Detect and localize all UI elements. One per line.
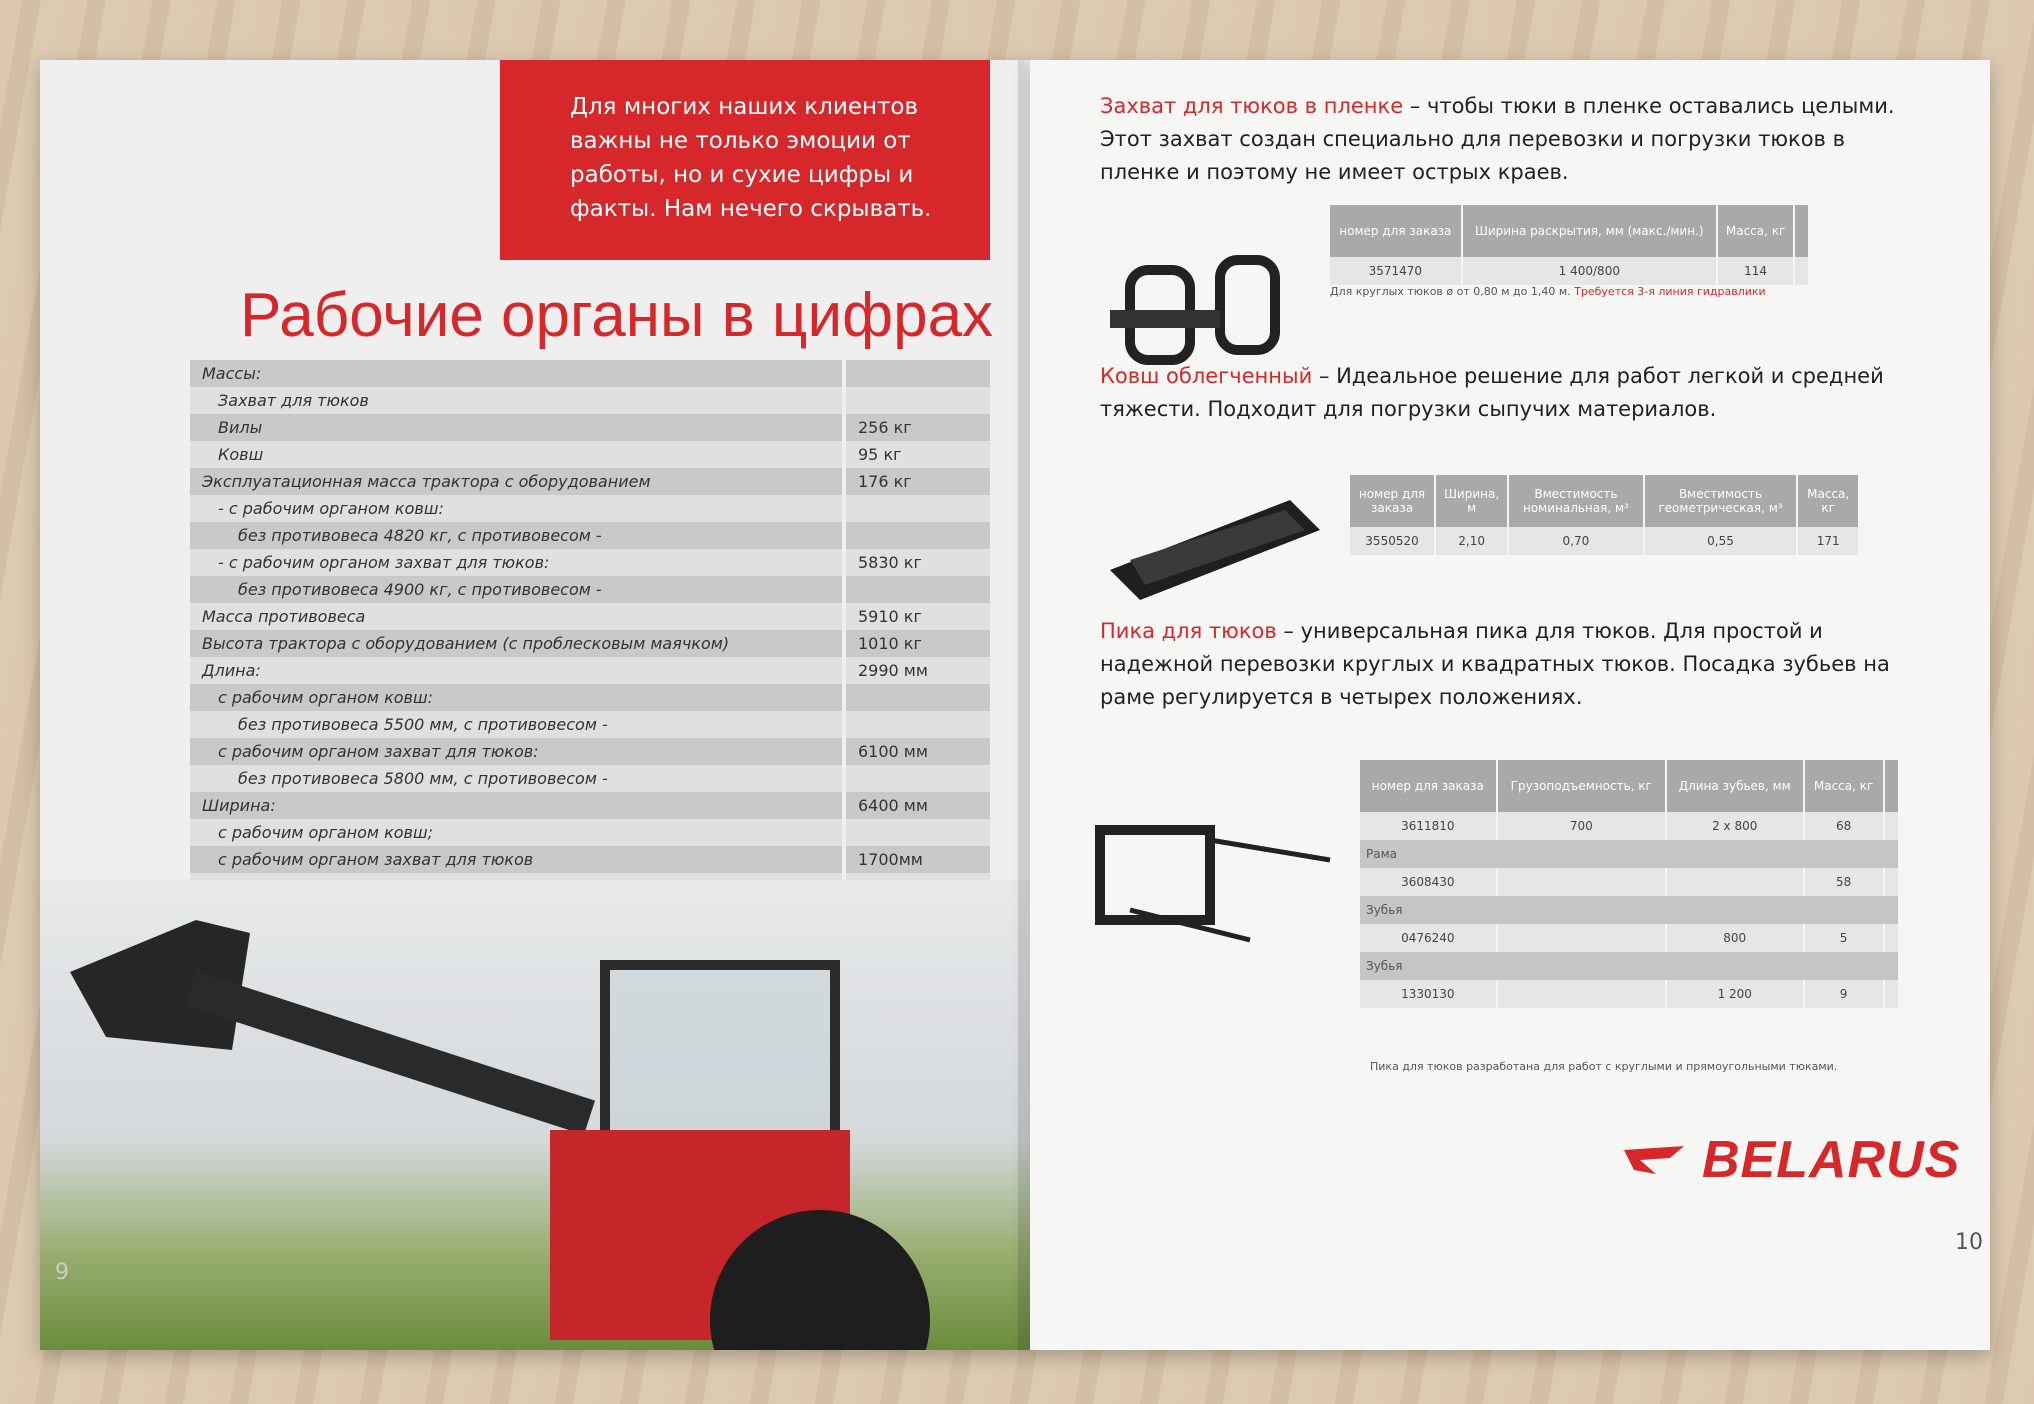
spec-value: [844, 387, 990, 414]
bale-spike-image: [1090, 800, 1340, 960]
spike-table: [1360, 760, 1900, 1008]
table-cell: [1497, 924, 1666, 952]
spec-row: [190, 441, 990, 468]
belarus-logo-icon: [1620, 1140, 1692, 1180]
table-row: [1360, 924, 1899, 952]
grab-section: [1100, 90, 1920, 189]
bucket-section: [1100, 360, 1920, 426]
spec-label: Эксплуатационная масса трактора с оборудованием: [190, 468, 844, 495]
spec-value: 5830 кг: [844, 549, 990, 576]
spec-label: - с рабочим органом ковш:: [190, 495, 844, 522]
table-cell: [1497, 868, 1666, 896]
spec-row: [190, 549, 990, 576]
spike-note: Пика для тюков разработана для работ с круглыми и прямоугольными тюками.: [1370, 1060, 1838, 1073]
right-page: [1030, 60, 1990, 1350]
table-group-label: Зубья: [1360, 952, 1899, 980]
spec-table: [190, 360, 990, 900]
table-cell: 9: [1804, 980, 1884, 1008]
table-header-cell: Вместимость номинальная, м³: [1508, 475, 1643, 527]
table-cell: [1884, 868, 1899, 896]
loader-boom: [184, 971, 595, 1135]
spec-label: с рабочим органом захват для тюков: [190, 846, 844, 873]
spike-name: Пика для тюков: [1100, 619, 1277, 643]
table-row: [1360, 868, 1899, 896]
page-title: Рабочие органы в цифрах: [240, 281, 994, 350]
spec-label: - с рабочим органом захват для тюков:: [190, 549, 844, 576]
table-cell: [1884, 924, 1899, 952]
spec-row: [190, 684, 990, 711]
spec-label: без противовеса 5800 мм, с противовесом -: [190, 765, 844, 792]
table-cell: 3550520: [1350, 527, 1435, 555]
spec-row: [190, 711, 990, 738]
spec-value: 256 кг: [844, 414, 990, 441]
table-header-cell: номер для заказа: [1350, 475, 1435, 527]
table-cell: 3608430: [1360, 868, 1497, 896]
table-header-cell: Ширина раскрытия, мм (макс./мин.): [1462, 205, 1717, 257]
table-cell: 3571470: [1330, 257, 1462, 285]
table-cell: 0,55: [1644, 527, 1798, 555]
spec-label: без противовеса 4900 кг, с противовесом -: [190, 576, 844, 603]
table-header-cell: Ширина, м: [1435, 475, 1508, 527]
spec-row: [190, 846, 990, 873]
grab-note: Для круглых тюков ø от 0,80 м до 1,40 м. Требуется 3-я линия гидравлики: [1330, 285, 1766, 298]
spec-value: 176 кг: [844, 468, 990, 495]
spec-value: 1700мм: [844, 846, 990, 873]
spec-row: [190, 495, 990, 522]
table-cell: 68: [1804, 812, 1884, 840]
page-number-left: 9: [55, 1260, 69, 1285]
spec-value: 5910 кг: [844, 603, 990, 630]
spec-label: Захват для тюков: [190, 387, 844, 414]
spec-row: [190, 738, 990, 765]
brand-logo: [1620, 1130, 1960, 1190]
spec-value: [844, 576, 990, 603]
spec-label: Высота трактора с оборудованием (с проблесковым маячком): [190, 630, 844, 657]
spec-value: [844, 495, 990, 522]
spec-row: [190, 603, 990, 630]
spec-label: Длина:: [190, 657, 844, 684]
spec-row: [190, 576, 990, 603]
table-cell: 5: [1804, 924, 1884, 952]
table-header-cell: номер для заказа: [1330, 205, 1462, 257]
spec-label: Ширина:: [190, 792, 844, 819]
table-header-cell: Грузоподъемность, кг: [1497, 760, 1666, 812]
spec-row: [190, 657, 990, 684]
table-cell: 114: [1717, 257, 1794, 285]
table-cell: [1497, 980, 1666, 1008]
spec-row: [190, 765, 990, 792]
table-group-label: Зубья: [1360, 896, 1899, 924]
spec-value: [844, 819, 990, 846]
spec-label: Масса противовеса: [190, 603, 844, 630]
intro-red-box: Для многих наших клиентов важны не только эмоции от работы, но и сухие цифры и факты. Нам нечего скрывать.: [500, 60, 990, 260]
bucket-desc: – Идеальное решение для работ легкой и средней тяжести. Подходит для погрузки сыпучих материалов.: [1100, 364, 1884, 421]
grab-name: Захват для тюков в пленке: [1100, 94, 1404, 118]
brand-text: BELARUS: [1702, 1131, 1961, 1189]
table-cell: 0476240: [1360, 924, 1497, 952]
table-group-row: [1360, 896, 1899, 924]
table-row: [1360, 980, 1899, 1008]
spec-value: 6100 мм: [844, 738, 990, 765]
spec-row: [190, 630, 990, 657]
table-cell: 1 200: [1666, 980, 1804, 1008]
table-cell: [1884, 812, 1899, 840]
table-cell: 2,10: [1435, 527, 1508, 555]
table-header-cell: номер для заказа: [1360, 760, 1497, 812]
spike-section: [1100, 615, 1920, 714]
spec-label: Вилы: [190, 414, 844, 441]
table-cell: [1666, 868, 1804, 896]
table-row: [1360, 812, 1899, 840]
spec-row: [190, 792, 990, 819]
spec-row: [190, 468, 990, 495]
table-cell: 1 400/800: [1462, 257, 1717, 285]
table-cell: 700: [1497, 812, 1666, 840]
table-header-cell: Длина зубьев, мм: [1666, 760, 1804, 812]
spec-value: [844, 765, 990, 792]
page-number-right: 10: [1955, 1230, 1983, 1255]
spec-value: 95 кг: [844, 441, 990, 468]
spec-value: 1010 кг: [844, 630, 990, 657]
spec-value: [844, 684, 990, 711]
table-header-cell: [1884, 760, 1899, 812]
spec-label: без противовеса 5500 мм, с противовесом -: [190, 711, 844, 738]
spec-label: Ковш: [190, 441, 844, 468]
spec-value: 2990 мм: [844, 657, 990, 684]
table-header-cell: [1794, 205, 1809, 257]
bucket-table: [1350, 475, 1860, 555]
table-cell: 171: [1797, 527, 1859, 555]
tractor-photo: [40, 880, 1030, 1350]
spec-label: с рабочим органом захват для тюков:: [190, 738, 844, 765]
table-cell: [1884, 980, 1899, 1008]
table-group-label: Рама: [1360, 840, 1899, 868]
table-header-cell: Масса, кг: [1717, 205, 1794, 257]
table-cell: 3611810: [1360, 812, 1497, 840]
table-cell: 800: [1666, 924, 1804, 952]
spec-row: [190, 387, 990, 414]
grab-table: [1330, 205, 1810, 285]
spec-row: [190, 414, 990, 441]
table-cell: 2 x 800: [1666, 812, 1804, 840]
spec-value: [844, 711, 990, 738]
grab-desc: – чтобы тюки в пленке оставались целыми. Этот захват создан специально для перевозки и погрузки тюков в пленке и поэтому не имеет острых краев.: [1100, 94, 1895, 184]
spec-row: [190, 360, 990, 387]
spec-row: [190, 522, 990, 549]
spec-value: [844, 522, 990, 549]
bucket-name: Ковш облегченный: [1100, 364, 1313, 388]
left-page: [40, 60, 1030, 1350]
spec-label: с рабочим органом ковш;: [190, 819, 844, 846]
table-cell: 58: [1804, 868, 1884, 896]
table-cell: 1330130: [1360, 980, 1497, 1008]
table-group-row: [1360, 952, 1899, 980]
table-header-cell: Масса, кг: [1797, 475, 1859, 527]
spec-label: Массы:: [190, 360, 844, 387]
spec-label: без противовеса 4820 кг, с противовесом -: [190, 522, 844, 549]
table-cell: 0,70: [1508, 527, 1643, 555]
spec-label: с рабочим органом ковш:: [190, 684, 844, 711]
spec-value: [844, 360, 990, 387]
spec-value: 6400 мм: [844, 792, 990, 819]
table-header-cell: Вместимость геометрическая, м³: [1644, 475, 1798, 527]
spike-desc: – универсальная пика для тюков. Для простой и надежной перевозки круглых и квадратных тюков. Посадка зубьев на раме регулируется в четырех положениях.: [1100, 619, 1890, 709]
table-cell: [1794, 257, 1809, 285]
light-bucket-image: [1100, 480, 1330, 610]
table-group-row: [1360, 840, 1899, 868]
spec-row: [190, 819, 990, 846]
table-header-cell: Масса, кг: [1804, 760, 1884, 812]
